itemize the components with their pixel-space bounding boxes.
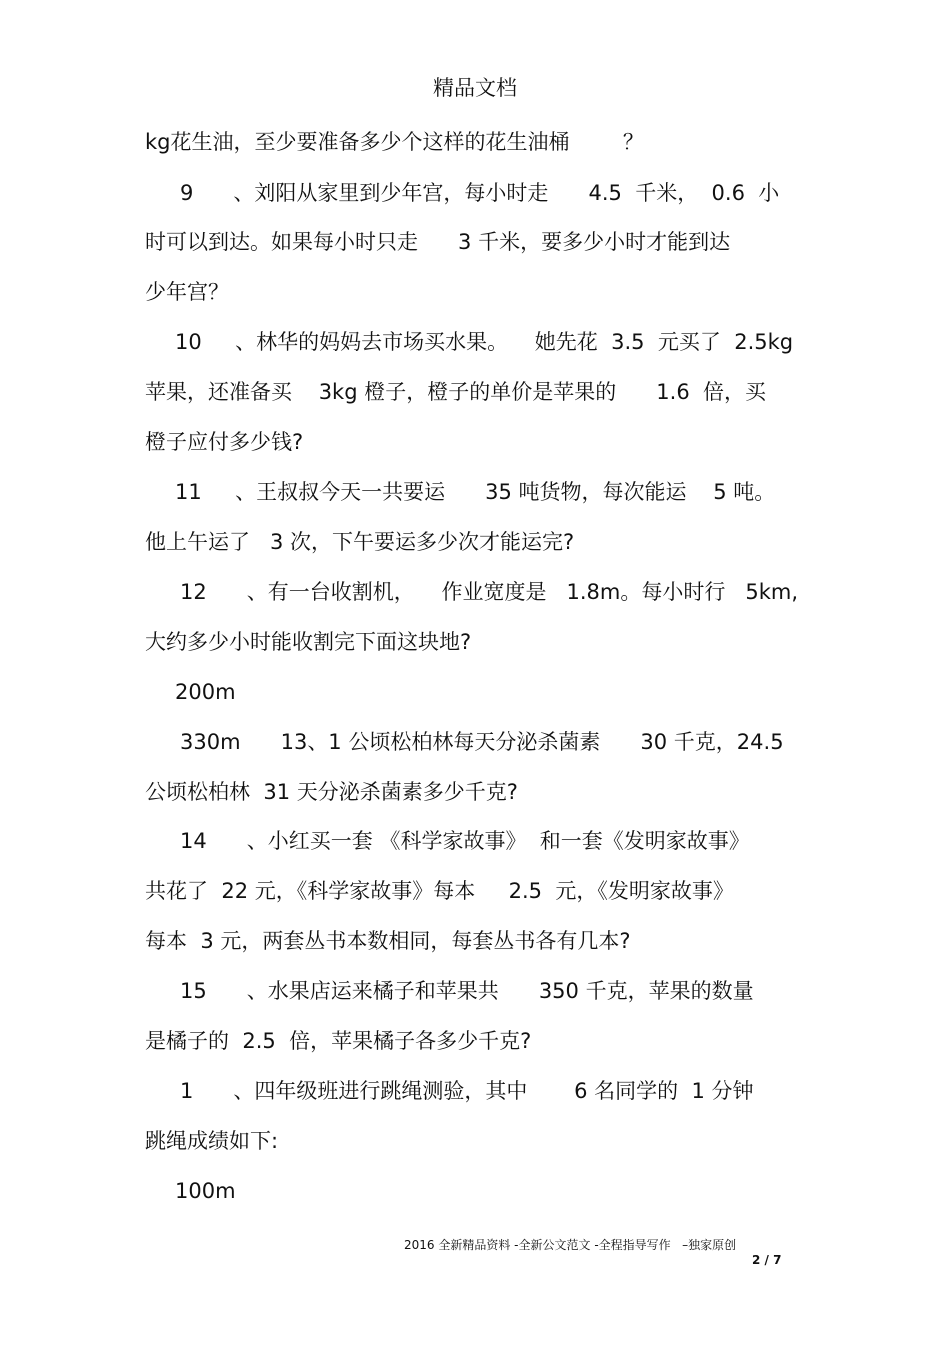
text-line: 12 、有一台收割机， 作业宽度是 1.8m。每小时行 5km,: [180, 580, 799, 604]
text-line: 他上午运了 3 次，下午要运多少次才能运完?: [145, 530, 575, 554]
text-line: 330m 13、1 公顷松柏林每天分泌杀菌素 30 千克，24.5: [180, 730, 784, 754]
text-line: 苹果，还准备买 3kg 橙子，橙子的单价是苹果的 1.6 倍，买: [145, 380, 767, 404]
text-line: 橙子应付多少钱?: [145, 430, 304, 454]
text-line: 共花了 22 元，《科学家故事》每本 2.5 元，《发明家故事》: [145, 879, 734, 903]
text-line: 少年宫？: [145, 280, 229, 304]
text-line: 时可以到达。如果每小时只走 3 千米，要多少小时才能到达: [145, 230, 731, 254]
text-line: kg花生油，至少要准备多少个这样的花生油桶 ？: [145, 130, 644, 154]
text-line: 11 、王叔叔今天一共要运 35 吨货物，每次能运 5 吨。: [175, 480, 776, 504]
text-line: 10 、林华的妈妈去市场买水果。 她先花 3.5 元买了 2.5kg: [175, 330, 794, 354]
text-line: 15 、水果店运来橘子和苹果共 350 千克，苹果的数量: [180, 979, 754, 1003]
text-line: 9 、刘阳从家里到少年宫，每小时走 4.5 千米， 0.6 小: [180, 181, 780, 205]
text-line: 是橘子的 2.5 倍，苹果橘子各多少千克?: [145, 1029, 532, 1053]
text-line: 1 、四年级班进行跳绳测验，其中 6 名同学的 1 分钟: [180, 1079, 754, 1103]
page-header: 精品文档: [433, 76, 517, 100]
text-line: 100m: [175, 1179, 236, 1203]
text-line: 跳绳成绩如下:: [145, 1129, 279, 1153]
text-line: 公顷松柏林 31 天分泌杀菌素多少千克?: [145, 780, 518, 804]
text-line: 大约多少小时能收割完下面这块地?: [145, 630, 472, 654]
page-number: 2 / 7: [752, 1253, 782, 1267]
text-line: 200m: [175, 680, 236, 704]
text-line: 每本 3 元，两套丛书本数相同，每套丛书各有几本?: [145, 929, 631, 953]
text-line: 14 、小红买一套 《科学家故事》 和一套《发明家故事》: [180, 829, 750, 853]
page-footer: 2016 全新精品资料 -全新公文范文 -全程指导写作 –独家原创: [404, 1238, 737, 1252]
